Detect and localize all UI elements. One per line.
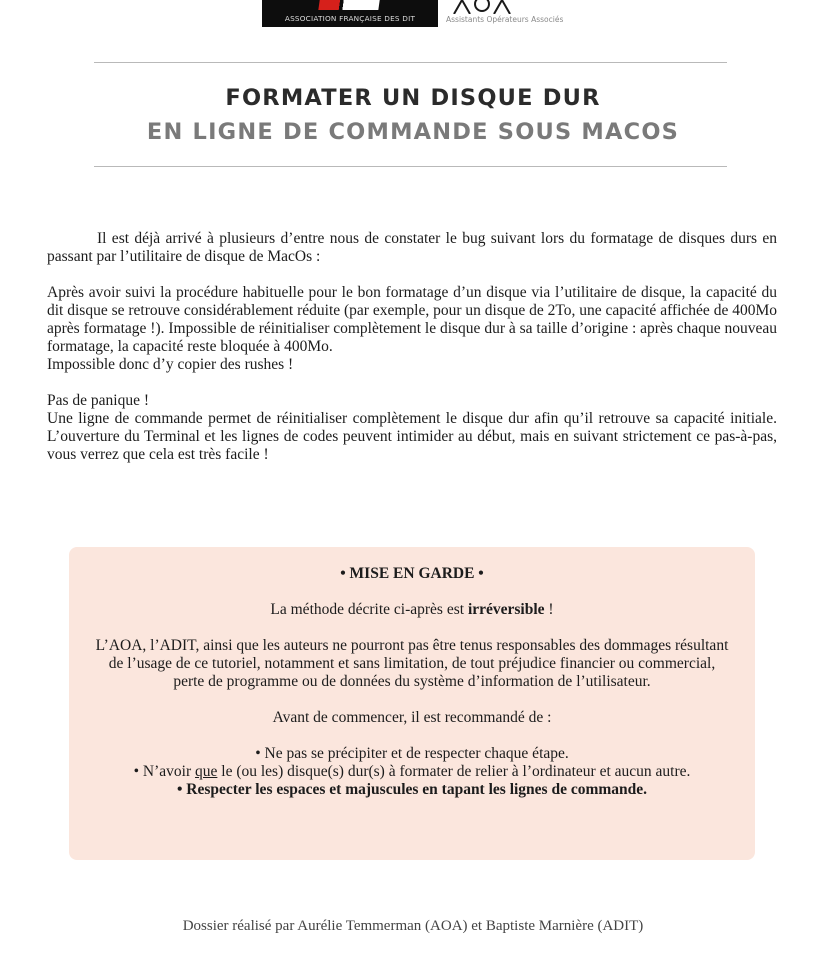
- intro-paragraph-2: [47, 284, 777, 374]
- warning-list-item: • Ne pas se précipiter et de respecter chaque étape.: [255, 745, 569, 762]
- top-divider: [94, 62, 727, 63]
- adit-logo-tagline: ASSOCIATION FRANÇAISE DES DIT: [284, 14, 416, 23]
- warning-list-item-pre: • N’avoir: [133, 763, 195, 780]
- aoa-logo-tagline: Assistants Opérateurs Associés: [446, 15, 564, 24]
- intro-paragraph-1: Il est déjà arrivé à plusieurs d’entre nous de constater le bug suivant lors du formatage de disques durs en passant par l’utilitaire de disque de MacOs :: [47, 230, 777, 265]
- adit-logo-mark: [318, 0, 381, 10]
- warning-irreversible-post: !: [544, 601, 554, 618]
- intro-text: [47, 230, 777, 482]
- warning-list-item: [93, 763, 731, 781]
- warning-heading: • MISE EN GARDE •: [340, 565, 484, 582]
- warning-list: [93, 745, 731, 799]
- adit-logo: [262, 0, 438, 27]
- aoa-logo-mark: [452, 0, 512, 14]
- bottom-divider: [94, 166, 727, 167]
- intro-paragraph-3-text: Une ligne de commande permet de réinitialiser complètement le disque dur afin qu’il retrouve sa capacité initiale. L’ouverture du Terminal et les lignes de codes peuvent intimider au début, mais en suivant strictement ce pas-à-pas, vous verrez que cela est très facile !: [47, 410, 777, 463]
- page-title: FORMATER UN DISQUE DUR: [225, 85, 601, 111]
- warning-irreversible-pre: La méthode décrite ci-après est: [270, 601, 468, 618]
- warning-irreversible: [93, 601, 731, 619]
- intro-paragraph-2-end: Impossible donc d’y copier des rushes !: [47, 356, 294, 373]
- page-subtitle: EN LIGNE DE COMMANDE SOUS MACOS: [146, 119, 680, 145]
- intro-paragraph-2-text: Après avoir suivi la procédure habituelle pour le bon formatage d’un disque via l’utilitaire de disque, la capacité du dit disque se retrouve considérablement réduite (par exemple, pour un disque de 2To, une capacité affichée de 400Mo après formatage !). Impossible de réinitialiser complètement le disque dur à sa taille d’origine : après chaque nouveau formatage, la capacité reste bloquée à 400Mo.: [47, 284, 777, 355]
- warning-irreversible-bold: irréversible: [467, 601, 545, 618]
- intro-paragraph-3-lead: Pas de panique !: [47, 392, 150, 409]
- warning-list-item-post: le (ou les) disque(s) dur(s) à formater de relier à l’ordinateur et aucun autre.: [217, 763, 691, 780]
- logo-bar: [0, 0, 826, 30]
- warning-list-item-underlined: que: [195, 763, 218, 780]
- warning-before: Avant de commencer, il est recommandé de :: [272, 709, 552, 726]
- footer-credits: Dossier réalisé par Aurélie Temmerman (AOA) et Baptiste Marnière (ADIT): [182, 918, 644, 934]
- warning-list-item: • Respecter les espaces et majuscules en tapant les lignes de commande.: [176, 781, 648, 798]
- aoa-logo: [446, 0, 566, 30]
- intro-paragraph-3: [47, 392, 777, 464]
- warning-box: [69, 547, 755, 860]
- warning-disclaimer: L’AOA, l’ADIT, ainsi que les auteurs ne pourront pas être tenus responsables des dommages résultant de l’usage de ce tutoriel, notamment et sans limitation, de tout préjudice financier ou commercial, perte de programme ou de données du système d’information de l’utilisateur.: [95, 637, 729, 690]
